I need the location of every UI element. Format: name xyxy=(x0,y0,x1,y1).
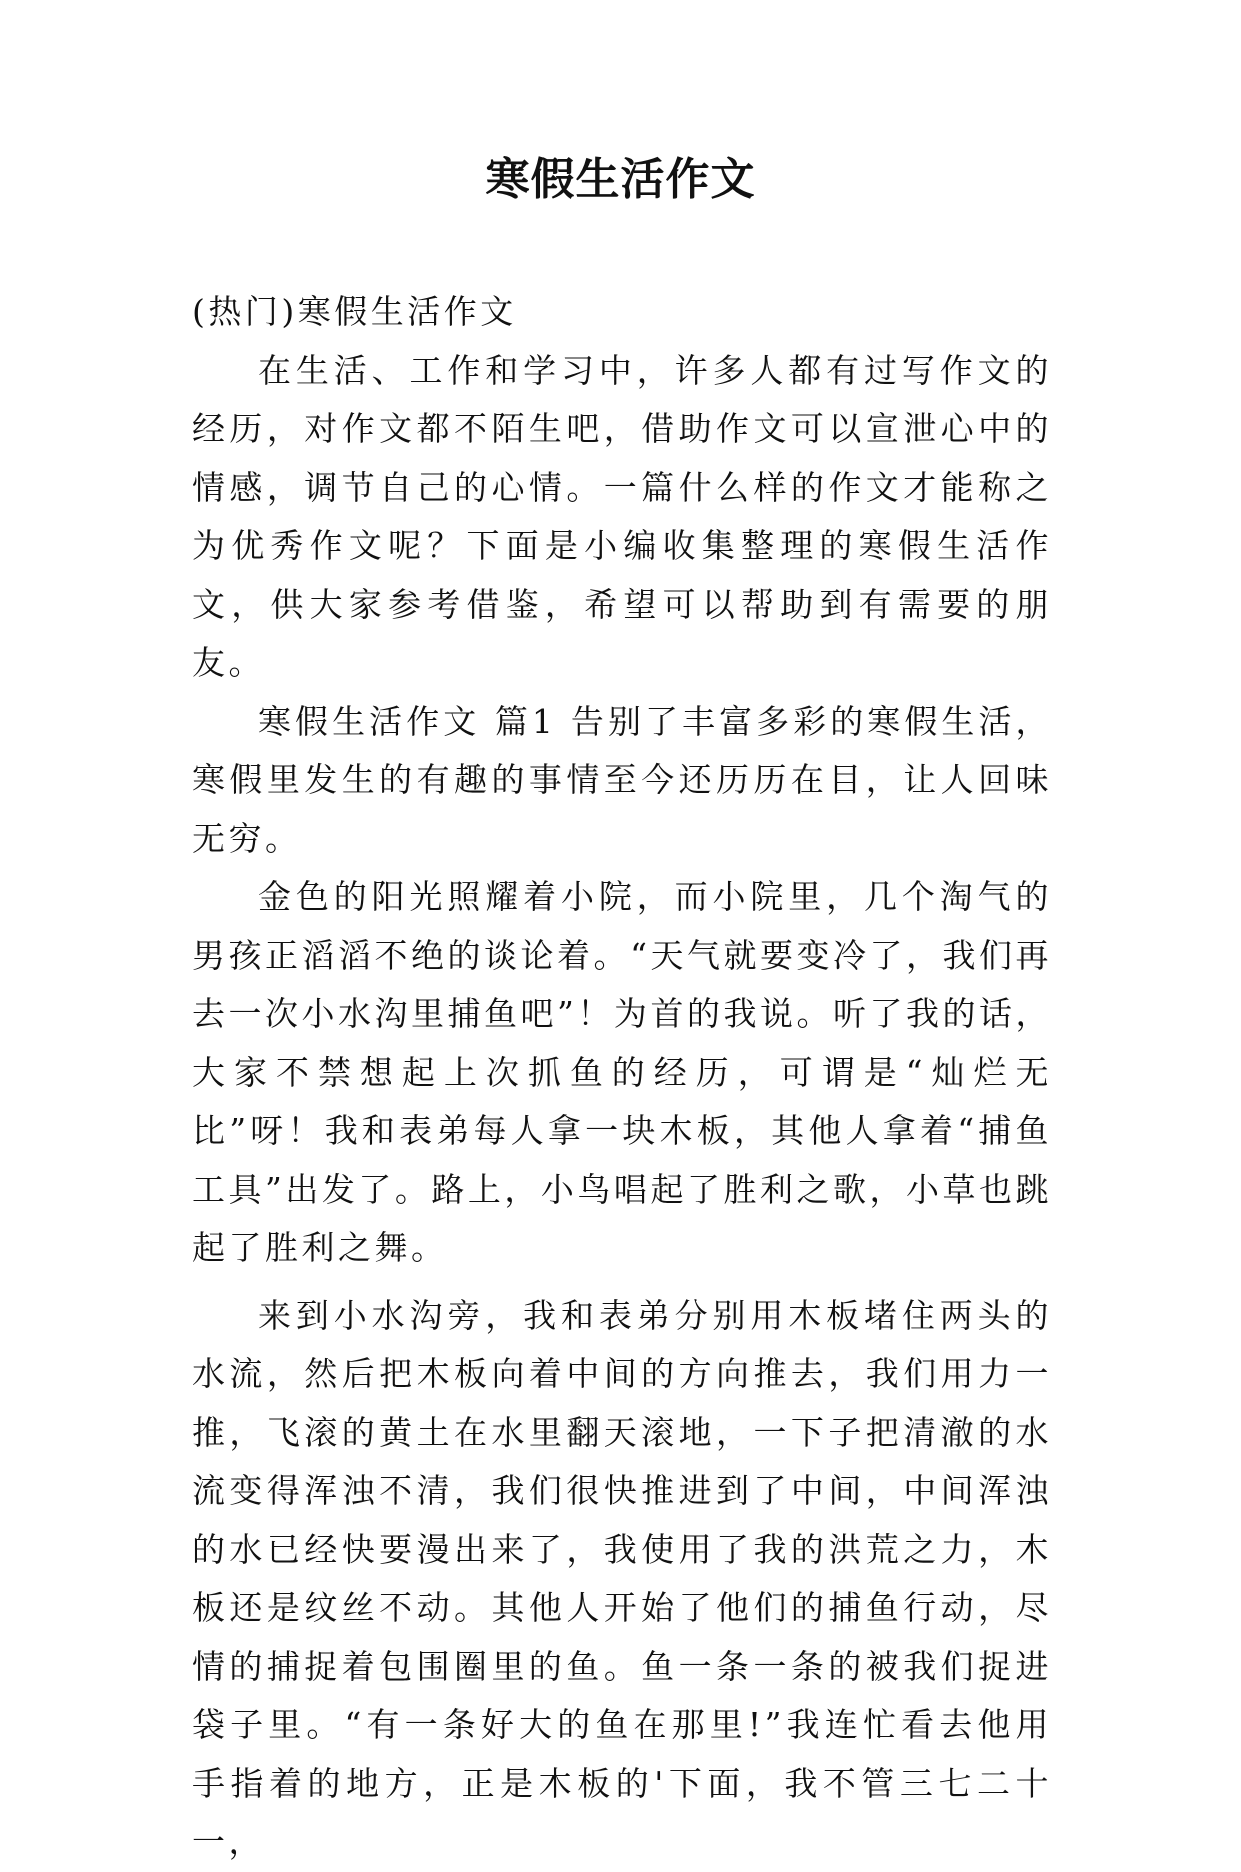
document-title: 寒假生活作文 xyxy=(485,154,756,205)
document-subtitle: (热门)寒假生活作文 xyxy=(192,292,517,331)
body-paragraph: 金色的阳光照耀着小院，而小院里，几个淘气的男孩正滔滔不绝的谈论着。“天气就要变冷了，我们再去一次小水沟里捕鱼吧”！为首的我说。听了我的话，大家不禁想起上次抓鱼的经历，可谓是“灿烂无比”呀！我和表弟每人拿一块木板，其他人拿着“捕鱼工具”出发了。路上，小鸟唱起了胜利之歌，小草也跳起了胜利之舞。 xyxy=(192,877,1052,1267)
essay-heading-paragraph: 寒假生活作文 篇1 告别了丰富多彩的寒假生活，寒假里发生的有趣的事情至今还历历在目，让人回味无穷。 xyxy=(192,701,1052,858)
intro-paragraph: 在生活、工作和学习中，许多人都有过写作文的经历，对作文都不陌生吧，借助作文可以宣泄心中的情感，调节自己的心情。一篇什么样的作文才能称之为优秀作文呢？下面是小编收集整理的寒假生活作文，供大家参考借鉴，希望可以帮助到有需要的朋友。 xyxy=(192,350,1052,682)
document-body xyxy=(192,283,1052,1872)
body-paragraph: 来到小水沟旁，我和表弟分别用木板堵住两头的水流，然后把木板向着中间的方向推去，我们用力一推，飞滚的黄土在水里翻天滚地，一下子把清澈的水流变得浑浊不清，我们很快推进到了中间，中间浑浊的水已经快要漫出来了，我使用了我的洪荒之力，木板还是纹丝不动。其他人开始了他们的捕鱼行动，尽情的捕捉着包围圈里的鱼。鱼一条一条的被我们捉进袋子里。“有一条好大的鱼在那里!”我连忙看去他用手指着的地方，正是木板的'下面，我不管三七二十一， xyxy=(192,1295,1052,1861)
